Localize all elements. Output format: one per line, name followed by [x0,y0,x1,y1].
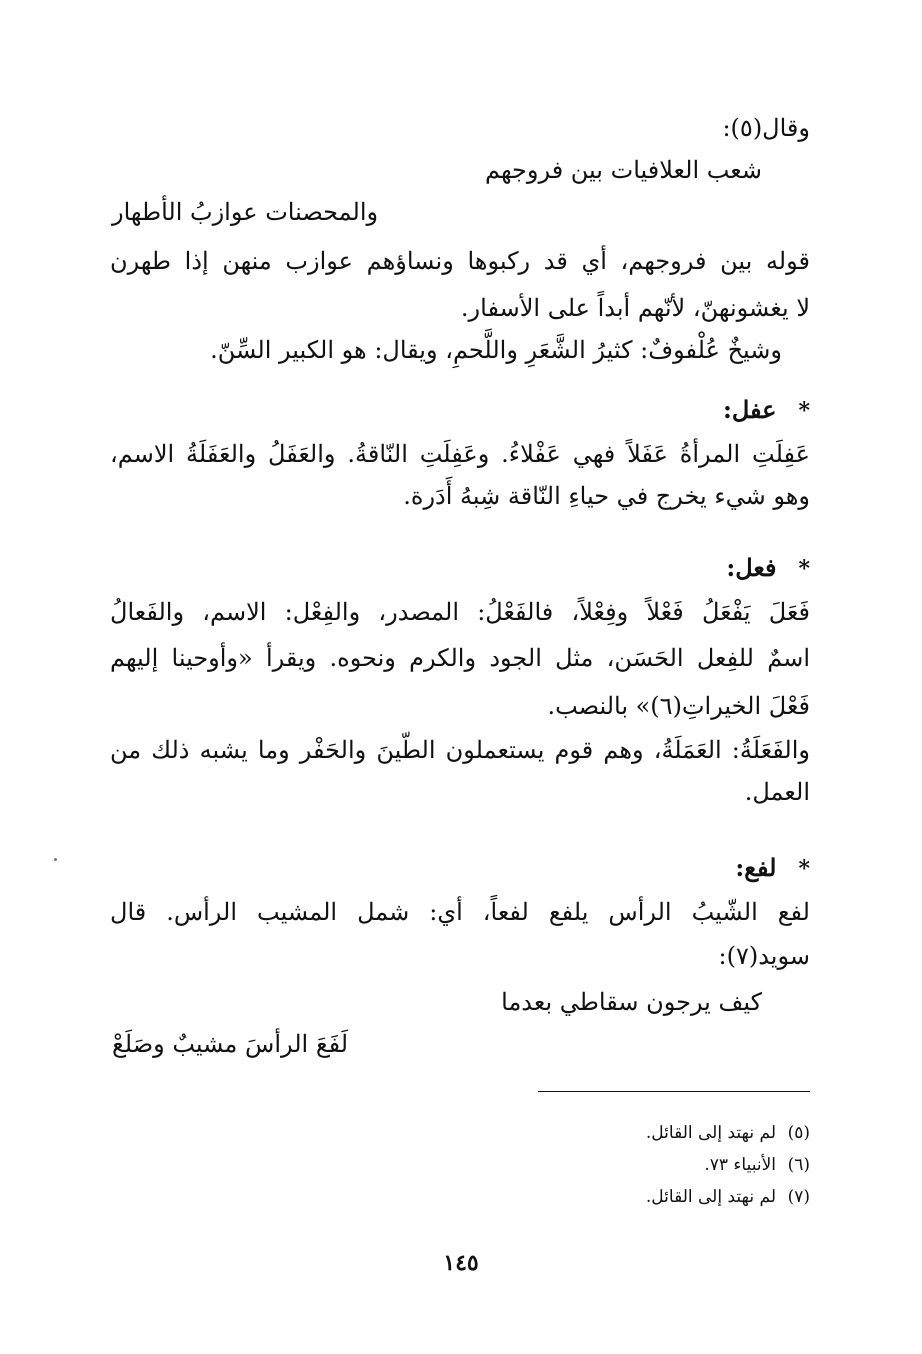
paragraph-1-line-1: قوله بين فروجهم، أي قد ركبوها ونساؤهم عوازب منهن إذا طهرن [110,247,810,275]
footnote-separator [538,1091,810,1092]
paragraph-5-line-1: والفَعَلَةُ: العَمَلَةُ، وهم قوم يستعملون الطّينَ والحَفْر وما يشبه ذلك من [110,736,810,764]
paragraph-6-line-1: لفع الشّيبُ الرأس يلفع لفعاً، أي: شمل المشيب الرأس. قال [110,898,810,926]
entry-heading-fal-label: فعل: [726,553,777,582]
entry-heading-lf [735,850,810,887]
paragraph-4-line-1: فَعَلَ يَفْعَلُ فَعْلاً وفِعْلاً، فالفَعْلُ: المصدر، والفِعْل: الاسم، والفَعالُ [110,598,810,626]
intro-line: وقال(٥): [722,114,810,142]
footnote-number: (٦) [787,1155,810,1175]
entry-heading-lf-label: لفع: [735,853,777,882]
scan-speck [54,858,57,861]
paragraph-3-line-1: عَفِلَتِ المرأةُ عَفَلاً فهي عَفْلاءُ. وعَفِلَتِ النّاقةُ. والعَفَلُ والعَفَلَةُ الاسم، [110,440,810,468]
footnote-text: الأنبياء ٧٣. [704,1155,776,1175]
paragraph-1-line-2: لا يغشونهنّ، لأنّهم أبداً على الأسفار. [460,294,810,322]
footnote-5 [646,1120,810,1146]
entry-heading-afl-label: عفل: [722,395,777,424]
paragraph-5-line-2: العمل. [744,778,810,806]
paragraph-4-line-2: اسمٌ للفِعل الحَسَن، مثل الجود والكرم ونحوه. ويقرأ «وأوحينا إليهم [110,644,810,672]
asterisk-marker: * [798,856,810,882]
verse-2-first-hemistich: كيف يرجون سقاطي بعدما [501,988,762,1016]
verse-1-second-hemistich: والمحصنات عوازبُ الأطهار [112,198,379,226]
paragraph-4-line-3: فَعْلَ الخيراتِ(٦)» بالنصب. [547,692,810,720]
footnote-6 [704,1152,810,1178]
footnote-7 [646,1184,810,1210]
paragraph-3-line-2: وهو شيء يخرج في حياءِ النّاقة شِبهُ أَدَرة. [403,482,810,510]
footnote-text: لم نهتد إلى القائل. [645,1123,776,1143]
verse-1-first-hemistich: شعب العلافيات بين فروجهم [484,156,762,184]
asterisk-marker: * [798,556,810,582]
page-number: ١٤٥ [443,1250,479,1276]
footnote-number: (٥) [787,1123,810,1143]
asterisk-marker: * [798,398,810,424]
entry-heading-fal [726,550,810,587]
verse-2-second-hemistich: لَفَعَ الرأسَ مشيبٌ وصَلَعْ [112,1030,349,1058]
paragraph-6-line-2: سويد(٧): [718,942,810,970]
paragraph-2: وشيخٌ عُلْفوفٌ: كثيرُ الشَّعَرِ واللَّحمِ، ويقال: هو الكبير السِّنّ. [210,336,782,364]
footnote-text: لم نهتد إلى القائل. [645,1187,776,1207]
footnote-number: (٧) [787,1187,810,1207]
entry-heading-afl [723,392,810,429]
